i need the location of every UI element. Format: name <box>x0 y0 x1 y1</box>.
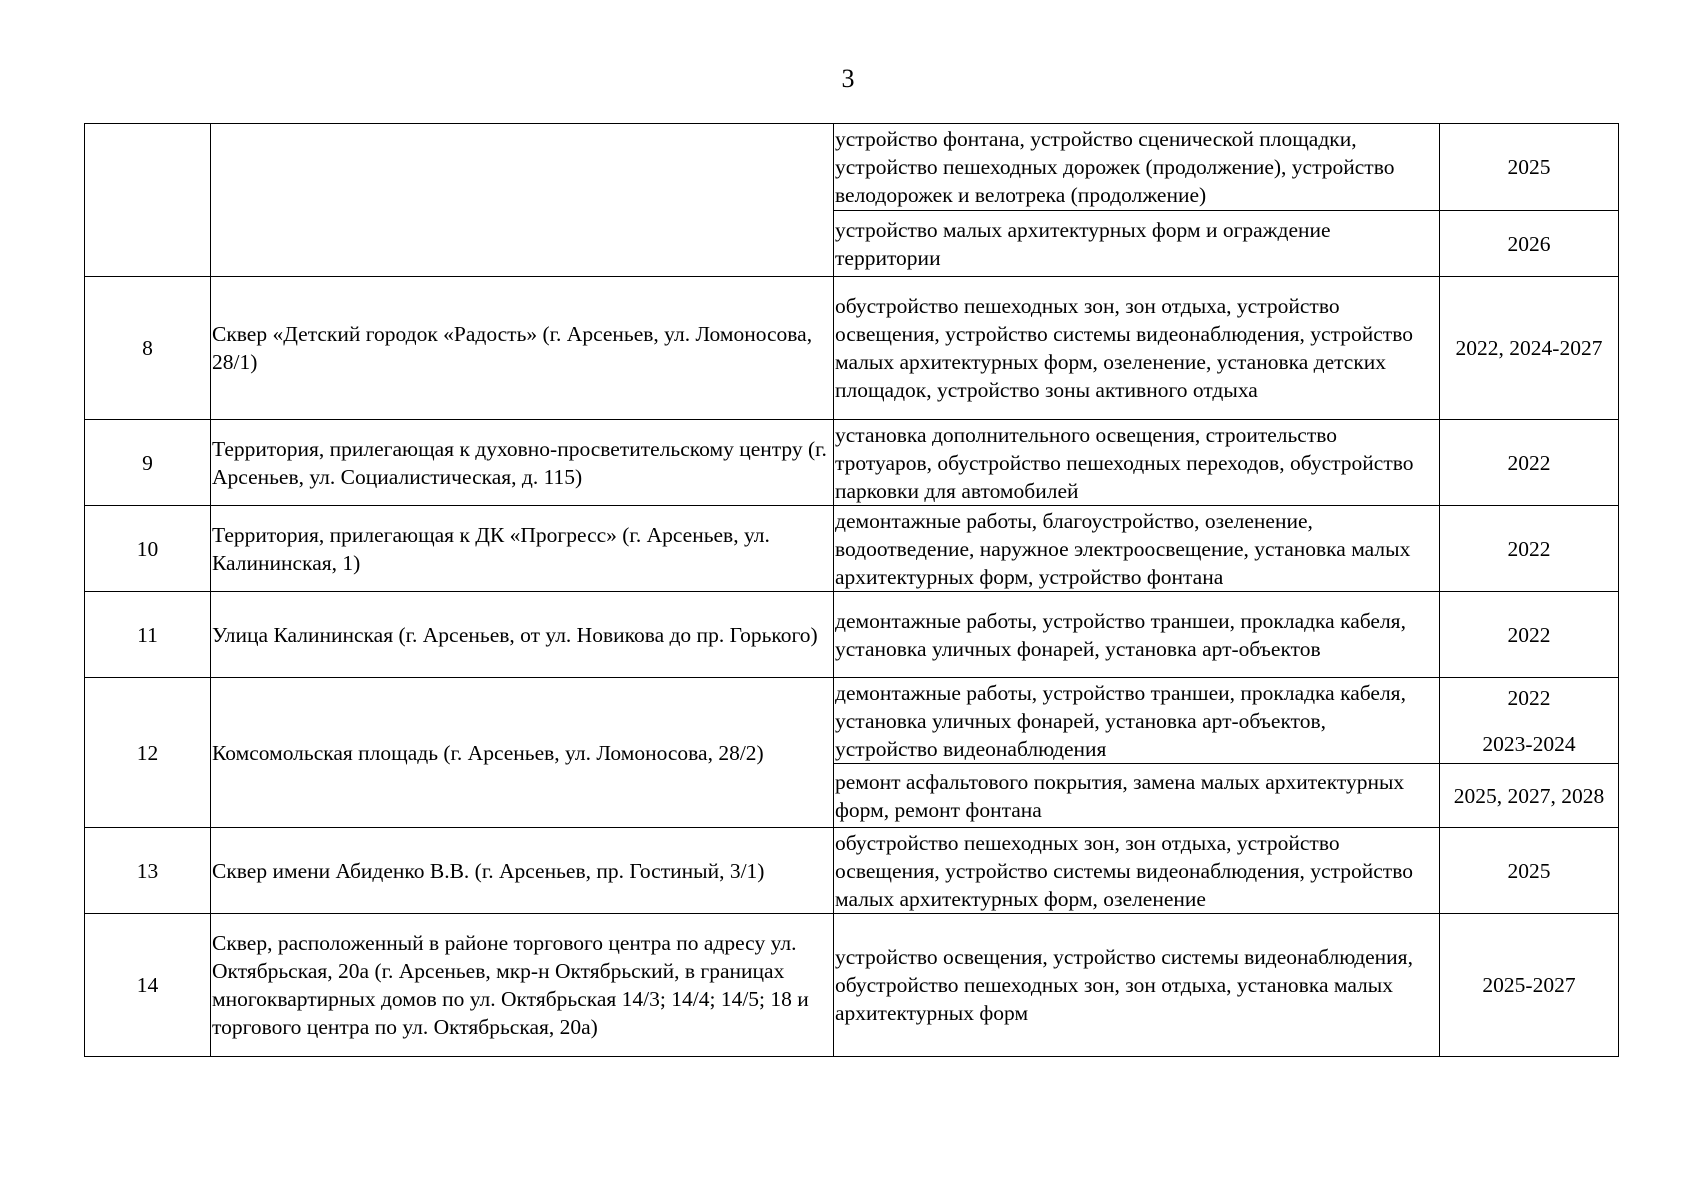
object-name-cell: Территория, прилегающая к ДК «Прогресс» (г. Арсеньев, ул. Калининская, 1) <box>211 506 834 592</box>
row-number-cell: 8 <box>85 277 211 420</box>
object-name-cell: Улица Калининская (г. Арсеньев, от ул. Новикова до пр. Горького) <box>211 592 834 678</box>
table-row <box>85 124 1619 211</box>
object-name-cell: Территория, прилегающая к духовно-просветительскому центру (г. Арсеньев, ул. Социалистическая, д. 115) <box>211 420 834 506</box>
year-value: 2022 <box>1507 685 1551 710</box>
row-number-cell: 9 <box>85 420 211 506</box>
object-name-cell: Сквер «Детский городок «Радость» (г. Арсеньев, ул. Ломоносова, 28/1) <box>211 277 834 420</box>
object-name-cell: Сквер имени Абиденко В.В. (г. Арсеньев, пр. Гостиный, 3/1) <box>211 828 834 914</box>
year-cell: 2022 <box>1440 592 1619 678</box>
year-cell: 2025-2027 <box>1440 914 1619 1057</box>
works-cell: устройство освещения, устройство системы видеонаблюдения, обустройство пешеходных зон, зон отдыха, установка малых архитектурных форм <box>834 914 1440 1057</box>
works-cell: ремонт асфальтового покрытия, замена малых архитектурных форм, ремонт фонтана <box>834 764 1440 828</box>
works-cell: устройство малых архитектурных форм и ограждение территории <box>834 211 1440 277</box>
table-row <box>85 277 1619 420</box>
year-cell: 2025, 2027, 2028 <box>1440 764 1619 828</box>
table-row <box>85 506 1619 592</box>
object-name-cell: Комсомольская площадь (г. Арсеньев, ул. Ломоносова, 28/2) <box>211 678 834 828</box>
works-cell: обустройство пешеходных зон, зон отдыха, устройство освещения, устройство системы видеонаблюдения, устройство малых архитектурных форм, озеленение, установка детских площадок, устройство зоны активного отдыха <box>834 277 1440 420</box>
object-name-cell <box>211 124 834 277</box>
row-number-cell: 13 <box>85 828 211 914</box>
works-cell: устройство фонтана, устройство сценической площадки, устройство пешеходных дорожек (продолжение), устройство велодорожек и велотрека (продолжение) <box>834 124 1440 211</box>
works-cell: обустройство пешеходных зон, зон отдыха, устройство освещения, устройство системы видеонаблюдения, устройство малых архитектурных форм, озеленение <box>834 828 1440 914</box>
works-cell: демонтажные работы, устройство траншеи, прокладка кабеля, установка уличных фонарей, установка арт-объектов, устройство видеонаблюдения <box>834 678 1440 764</box>
row-number-cell <box>85 124 211 277</box>
year-cell: 2025 <box>1440 124 1619 211</box>
improvement-works-table <box>84 123 1619 1057</box>
year-cell: 2025 <box>1440 828 1619 914</box>
year-cell: 2022 <box>1440 506 1619 592</box>
page-number: 3 <box>841 64 855 93</box>
year-cell: 2026 <box>1440 211 1619 277</box>
table-row <box>85 828 1619 914</box>
works-cell: демонтажные работы, устройство траншеи, прокладка кабеля, установка уличных фонарей, установка арт-объектов <box>834 592 1440 678</box>
object-name-cell: Сквер, расположенный в районе торгового центра по адресу ул. Октябрьская, 20а (г. Арсеньев, мкр-н Октябрьский, в границах многоквартирных домов по ул. Октябрьская 14/3; 14/4; 14/5; 18 и торгового центра по ул. Октябрьская, 20а) <box>211 914 834 1057</box>
works-cell: демонтажные работы, благоустройство, озеленение, водоотведение, наружное электроосвещение, установка малых архитектурных форм, устройство фонтана <box>834 506 1440 592</box>
table-row <box>85 914 1619 1057</box>
table-row <box>85 678 1619 764</box>
table-row <box>85 420 1619 506</box>
row-number-cell: 11 <box>85 592 211 678</box>
year-cell: 2022 <box>1440 420 1619 506</box>
table-row <box>85 592 1619 678</box>
row-number-cell: 12 <box>85 678 211 828</box>
year-value: 2023-2024 <box>1482 731 1576 756</box>
row-number-cell: 14 <box>85 914 211 1057</box>
row-number-cell: 10 <box>85 506 211 592</box>
works-cell: установка дополнительного освещения, строительство тротуаров, обустройство пешеходных переходов, обустройство парковки для автомобилей <box>834 420 1440 506</box>
year-cell <box>1440 678 1619 764</box>
year-cell: 2022, 2024-2027 <box>1440 277 1619 420</box>
